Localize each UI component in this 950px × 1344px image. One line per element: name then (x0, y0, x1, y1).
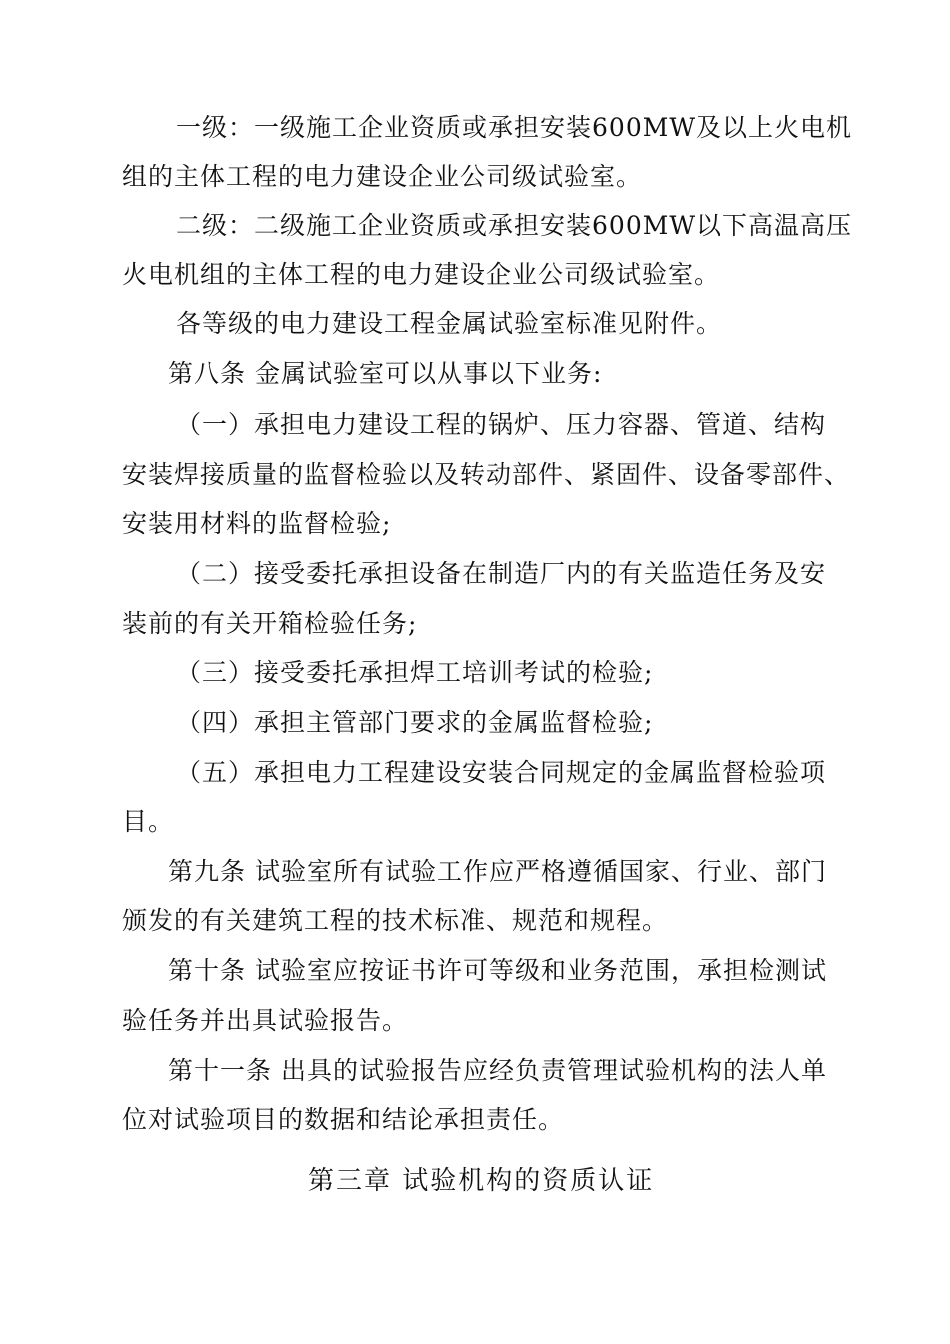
paragraph-line: 颁发的有关建筑工程的技术标准、规范和规程。 (122, 906, 669, 935)
paragraph-line: （四）承担主管部门要求的金属监督检验; (176, 708, 654, 737)
article-heading-line: 第八条 金属试验室可以从事以下业务: (168, 359, 603, 388)
paragraph-line: 位对试验项目的数据和结论承担责任。 (122, 1105, 565, 1134)
paragraph-line: 二级：二级施工企业资质或承担安装600MW以下高温高压 (176, 211, 853, 240)
article-heading-line: 第十一条 出具的试验报告应经负责管理试验机构的法人单 (168, 1056, 827, 1085)
paragraph-line: 验任务并出具试验报告。 (122, 1006, 409, 1035)
paragraph-line: （三）接受委托承担焊工培训考试的检验; (176, 658, 654, 687)
paragraph-line: 安装焊接质量的监督检验以及转动部件、紧固件、设备零部件、 (122, 460, 851, 489)
paragraph-line: 安装用材料的监督检验; (122, 509, 392, 538)
paragraph-line: 一级：一级施工企业资质或承担安装600MW及以上火电机 (176, 113, 853, 142)
paragraph-line: （五）承担电力工程建设安装合同规定的金属监督检验项 (176, 758, 827, 787)
paragraph-line: 组的主体工程的电力建设企业公司级试验室。 (122, 162, 643, 191)
article-heading-line: 第九条 试验室所有试验工作应严格遵循国家、行业、部门 (168, 857, 827, 886)
paragraph-line: （一）承担电力建设工程的锅炉、压力容器、管道、结构 (176, 410, 827, 439)
paragraph-line: 目。 (122, 807, 175, 836)
article-heading-line: 第十条 试验室应按证书许可等级和业务范围，承担检测试 (168, 956, 827, 985)
paragraph-line: 装前的有关开箱检验任务; (122, 609, 418, 638)
paragraph-line: 各等级的电力建设工程金属试验室标准见附件。 (176, 309, 723, 338)
paragraph-line: 火电机组的主体工程的电力建设企业公司级试验室。 (122, 260, 721, 289)
chapter-heading: 第三章 试验机构的资质认证 (308, 1166, 655, 1196)
paragraph-line: （二）接受委托承担设备在制造厂内的有关监造任务及安 (176, 559, 827, 588)
